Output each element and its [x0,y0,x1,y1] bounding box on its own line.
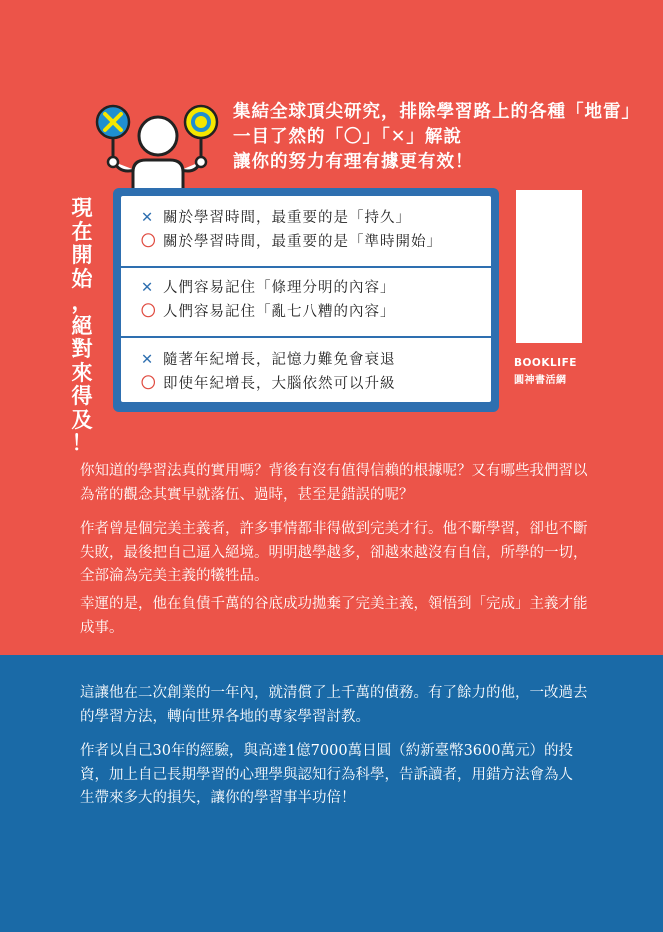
headline [233,100,640,175]
publisher-logo [514,357,577,385]
comparison-box [113,188,499,412]
wrong-text: 人們容易記住「條理分明的內容」 [163,280,396,296]
comparison-group [121,338,491,406]
paragraph [80,740,585,811]
comparison-group [121,266,491,338]
slogan-char: ， [71,290,93,314]
paragraph-line: 作者以自己30年的經驗，與高達1億7000萬日圓（約新臺幣3600萬元）的投 [80,743,573,759]
x-mark-icon: ✕ [141,352,155,368]
paragraph [80,682,588,729]
paragraph-line: 全部淪為完美主義的犧牲品。 [80,568,269,584]
o-mark-icon: 〇 [141,376,157,392]
paragraph-line: 生帶來多大的損失，讓你的學習事半功倍！ [80,790,356,806]
paragraph-line: 作者曾是個完美主義者，許多事情都非得做到完美才行。他不斷學習，卻也不斷 [80,521,588,537]
x-mark-icon: ✕ [141,210,155,226]
paragraph-line: 為常的觀念其實早就落伍、過時，甚至是錯誤的呢？ [80,486,414,503]
headline-line: 讓你的努力有理有據更有效！ [233,152,474,172]
vertical-slogan [70,197,94,456]
right-text: 即使年紀增長，大腦依然可以升級 [163,376,396,392]
paragraph [80,460,588,507]
slogan-char: 來 [71,360,93,385]
slogan-char: 及 [71,407,93,432]
comparison-group [121,196,491,264]
wrong-row [141,349,396,371]
publisher-name: BOOKLIFE [514,357,577,369]
paragraph-line: 這讓他在二次創業的一年內，就清償了上千萬的債務。有了餘力的他，一改過去 [80,685,588,701]
paragraph-line: 的學習方法，轉向世界各地的專家學習討教。 [80,708,370,725]
paragraph-line: 資，加上自己長期學習的心理學與認知行為科學，告訴讀者，用錯方法會為人 [80,766,573,783]
slogan-char: 在 [71,219,93,244]
slogan-char: 得 [71,384,93,408]
publisher-subtitle: 圓神書活網 [514,375,567,386]
slogan-char: 現 [71,196,93,220]
headline-line: 一目了然的「〇」「✕」解說 [233,127,462,147]
right-row [141,301,396,323]
wrong-row [141,277,396,299]
slogan-char: 開 [71,243,93,267]
slogan-char: 絕 [71,313,93,338]
o-mark-icon: 〇 [141,234,157,250]
paragraph [80,593,588,640]
book-spine-placeholder [516,190,582,343]
person-with-signs-illustration [88,100,228,200]
slogan-char: 始 [71,266,93,291]
slogan-char: ！ [71,431,93,455]
paragraph-line: 成事。 [80,619,124,636]
right-text: 關於學習時間，最重要的是「準時開始」 [163,234,442,250]
wrong-text: 隨著年紀增長，記憶力難免會衰退 [163,352,396,368]
paragraph-line: 你知道的學習法真的實用嗎？背後有沒有值得信賴的根據呢？又有哪些我們習以 [80,463,588,479]
o-mark-icon: 〇 [141,304,157,320]
right-row [141,373,396,395]
slogan-char: 對 [71,337,93,361]
paragraph [80,518,588,589]
headline-line: 集結全球頂尖研究，排除學習路上的各種「地雷」 [233,102,640,122]
right-row [141,231,442,253]
paragraph-line: 失敗，最後把自己逼入絕境。明明越學越多，卻越來越沒有自信，所學的一切， [80,544,588,561]
comparison-box-inner [121,196,491,402]
wrong-text: 關於學習時間，最重要的是「持久」 [163,210,411,226]
wrong-row [141,207,411,229]
paragraph-line: 幸運的是，他在負債千萬的谷底成功拋棄了完美主義，領悟到「完成」主義才能 [80,596,588,612]
x-mark-icon: ✕ [141,280,155,296]
right-text: 人們容易記住「亂七八糟的內容」 [163,304,396,320]
